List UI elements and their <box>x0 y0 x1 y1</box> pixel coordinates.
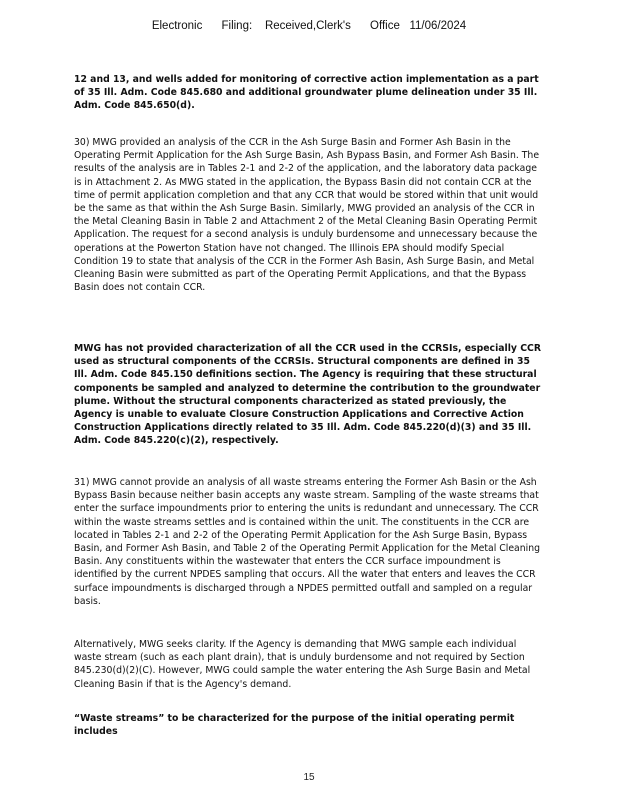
paragraph-31 <box>74 476 546 608</box>
filing-header: Electronic Filing: Received,Clerk's Office 11/06/2024 <box>151 20 467 32</box>
paragraph-text: 31) MWG cannot provide an analysis of all waste streams entering the Former Ash Basin or the Ash Bypass Basin because neither basin accepts any waste stream. Sampling of the waste streams that enter the surface impoundments prior to entering the units is redundant and unnecessary. The CCR within the waste streams settles and is contained within the unit. The constituents in the CCR are located in Tables 2-1 and 2-2 of the Operating Permit Application for the Ash Surge Basin, Bypass Basin, and Former Ash Basin, and Table 2 of the Operating Permit Application for the Metal Cleaning Basin. Any constituents within the wastewater that enters the CCR surface impoundment is identified by the current NPDES sampling that occurs. All the water that enters and leaves the CCR surface impoundments is discharged through a NPDES permitted outfall and sampled on a regular basis. <box>74 477 541 607</box>
waste-streams-paragraph <box>74 712 546 738</box>
paragraph-text: Alternatively, MWG seeks clarity. If the Agency is demanding that MWG sample each individual waste stream (such as each plant drain), that is unduly burdensome and not required by Section 845.230(d)(2)(C). However, MWG could sample the water entering the Ash Surge Basin and Metal Cleaning Basin if that is the Agency's demand. <box>74 639 531 690</box>
agency-response-paragraph <box>74 342 546 448</box>
paragraph-30 <box>74 136 546 294</box>
paragraph-text: 12 and 13, and wells added for monitoring of corrective action implementation as a part of 35 Ill. Adm. Code 845.680 and additional groundwater plume delineation under 35 Ill. Adm. Code 845.650(d). <box>74 74 539 112</box>
paragraph-text: MWG has not provided characterization of all the CCR used in the CCRSIs, especially CCR used as structural components of the CCRSIs. Structural components are defined in 35 Ill. Adm. Code 845.150 definitions section. The Agency is requiring that these structural components be sampled and analyzed to determine the contribution to the groundwater plume. Without the structural components characterized as stated previously, the Agency is unable to evaluate Closure Construction Applications and Corrective Action Construction Applications directly related to 35 Ill. Adm. Code 845.220(d)(3) and 35 Ill. Adm. Code 845.220(c)(2), respectively. <box>74 343 542 447</box>
page-number: 15 <box>303 772 315 783</box>
paragraph-text: 30) MWG provided an analysis of the CCR in the Ash Surge Basin and Former Ash Basin in the Operating Permit Application for the Ash Surge Basin, Ash Bypass Basin, and Former Ash Basin. The results of the analysis are in Tables 2-1 and 2-2 of the application, and the laboratory data package is in Attachment 2. As MWG stated in the application, the Bypass Basin did not contain CCR at the time of permit application completion and that any CCR that would be stored within that unit would be the same as that within the Ash Surge Basin. Similarly, MWG provided an analysis of the CCR in the Metal Cleaning Basin in Table 2 and Attachment 2 of the Metal Cleaning Basin Operating Permit Application. The request for a second analysis is unduly burdensome and unnecessary because the operations at the Powerton Station have not changed. The Illinois EPA should modify Special Condition 19 to state that analysis of the CCR in the Former Ash Basin, Ash Surge Basin, and Metal Cleaning Basin were submitted as part of the Operating Permit Applications, and that the Bypass Basin does not contain CCR. <box>74 137 540 294</box>
alternatively-paragraph <box>74 638 546 691</box>
paragraph-text: “Waste streams” to be characterized for the purpose of the initial operating permit includes <box>74 713 515 738</box>
paragraph-continuation <box>74 73 546 113</box>
